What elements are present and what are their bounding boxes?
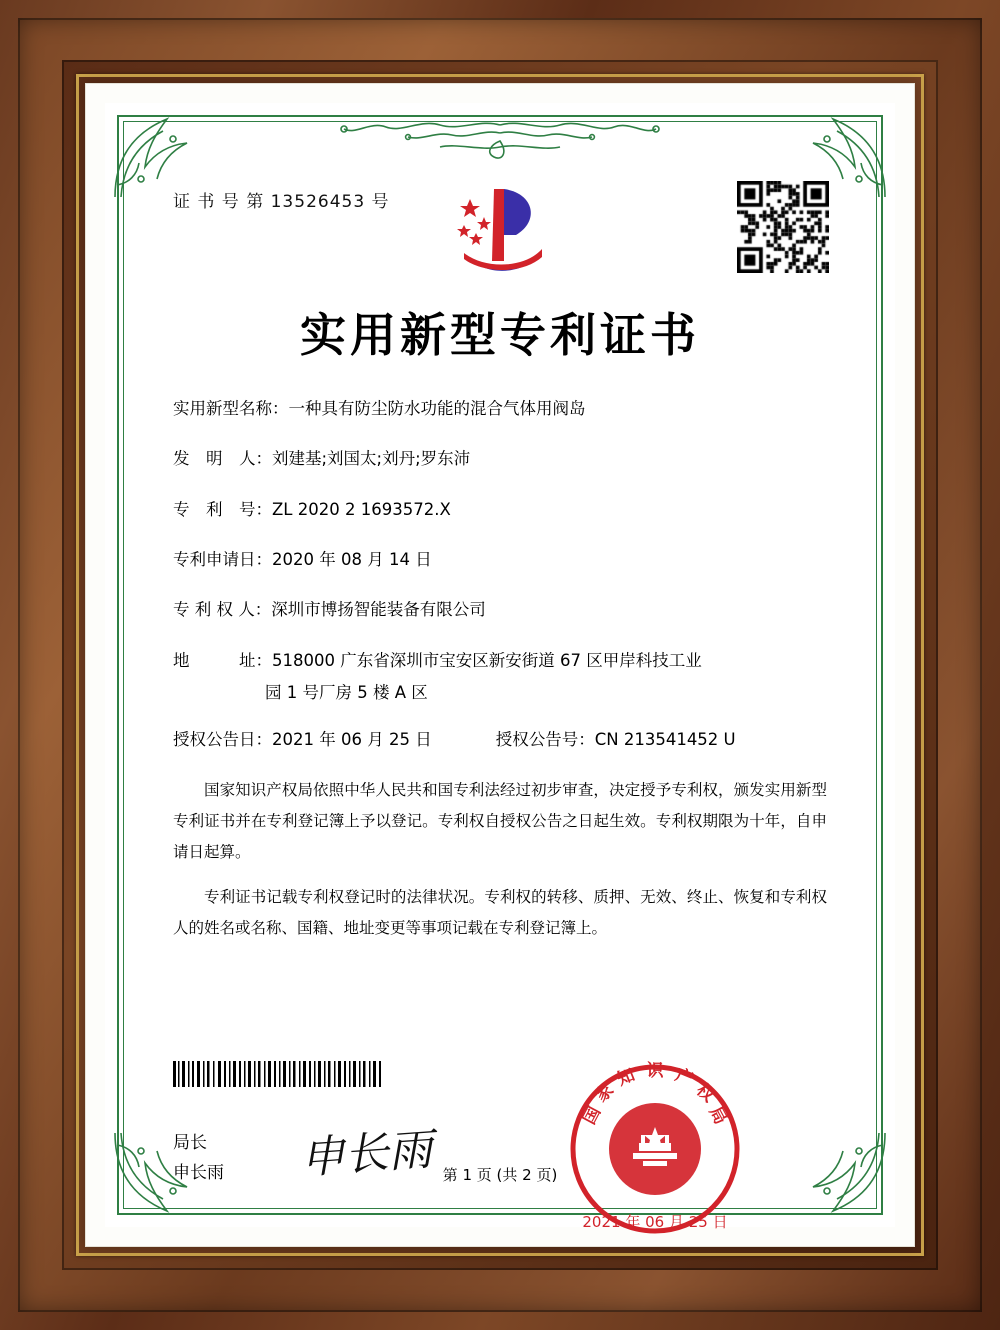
svg-text:识: 识: [646, 1061, 664, 1081]
certificate-paper: [105, 103, 895, 1231]
field-row-inventors: [173, 443, 827, 474]
address-continuation: 园 1 号厂房 5 楼 A 区: [265, 683, 428, 703]
grant-date-value: 2021 年 06 月 25 日: [272, 730, 432, 750]
svg-text:知: 知: [614, 1065, 638, 1091]
field-value: 518000 广东省深圳市宝安区新安街道 67 区甲岸科技工业: [272, 650, 702, 670]
field-label: 专 利 号：: [173, 499, 272, 519]
svg-text:产: 产: [672, 1065, 696, 1091]
legal-paragraph-1: 国家知识产权局依照中华人民共和国专利法经过初步审查，决定授予专利权，颁发实用新型专利证书并在专利登记簿上予以登记。专利权自授权公告之日起生效。专利权期限为十年，自申请日起算。: [173, 780, 827, 861]
legal-paragraph-2: 专利证书记载专利权登记时的法律状况。专利权的转移、质押、无效、终止、恢复和专利权人的姓名或名称、国籍、地址变更等事项记载在专利登记簿上。: [173, 887, 827, 937]
grant-date-label: 授权公告日：: [173, 730, 272, 750]
field-label: 地 址：: [173, 650, 272, 670]
svg-text:国: 国: [579, 1103, 606, 1128]
field-label: 专利申请日：: [173, 550, 272, 570]
official-seal-icon: [555, 1049, 755, 1249]
qr-code-icon: [737, 181, 829, 273]
top-ornament-icon: [290, 117, 710, 163]
barcode-icon: [173, 1061, 383, 1087]
field-value: 深圳市博扬智能装备有限公司: [271, 600, 486, 620]
field-value: ZL 2020 2 1693572.X: [272, 499, 451, 519]
certificate-number: 证 书 号 第 13526453 号: [173, 192, 390, 212]
field-row-address: [173, 645, 827, 676]
field-label: 发 明 人：: [173, 449, 272, 469]
svg-text:家: 家: [591, 1080, 618, 1107]
director-label: 局长: [173, 1133, 207, 1153]
field-value: 刘建基;刘国太;刘丹;罗东沛: [272, 449, 471, 469]
field-row-patentee: [173, 594, 827, 625]
seal-date: 2021 年 06 月 25 日: [582, 1213, 728, 1231]
page-title: 实用新型专利证书: [300, 308, 700, 362]
patent-office-logo-icon: [430, 173, 570, 283]
svg-text:权: 权: [692, 1080, 719, 1107]
field-list: [173, 393, 827, 944]
field-value: 2020 年 08 月 14 日: [272, 550, 432, 570]
field-label: 实用新型名称：: [173, 399, 289, 418]
page-footer: 第 1 页 (共 2 页): [442, 1166, 558, 1184]
field-row-utility-model-name: [173, 393, 827, 424]
field-row-application-date: [173, 544, 827, 575]
svg-text:局: 局: [704, 1103, 731, 1128]
grant-number-label: 授权公告号：: [495, 730, 595, 750]
field-row-grant-announcement: [173, 724, 827, 755]
certificate-content: [165, 181, 835, 1231]
grant-number-value: CN 213541452 U: [594, 730, 736, 750]
field-row-patent-number: [173, 494, 827, 525]
director-name: 申长雨: [173, 1162, 224, 1183]
field-value: 一种具有防尘防水功能的混合气体用阀岛: [288, 399, 586, 418]
handwritten-signature: 申长雨: [298, 1124, 435, 1185]
field-label: 专 利 权 人：: [173, 600, 272, 620]
